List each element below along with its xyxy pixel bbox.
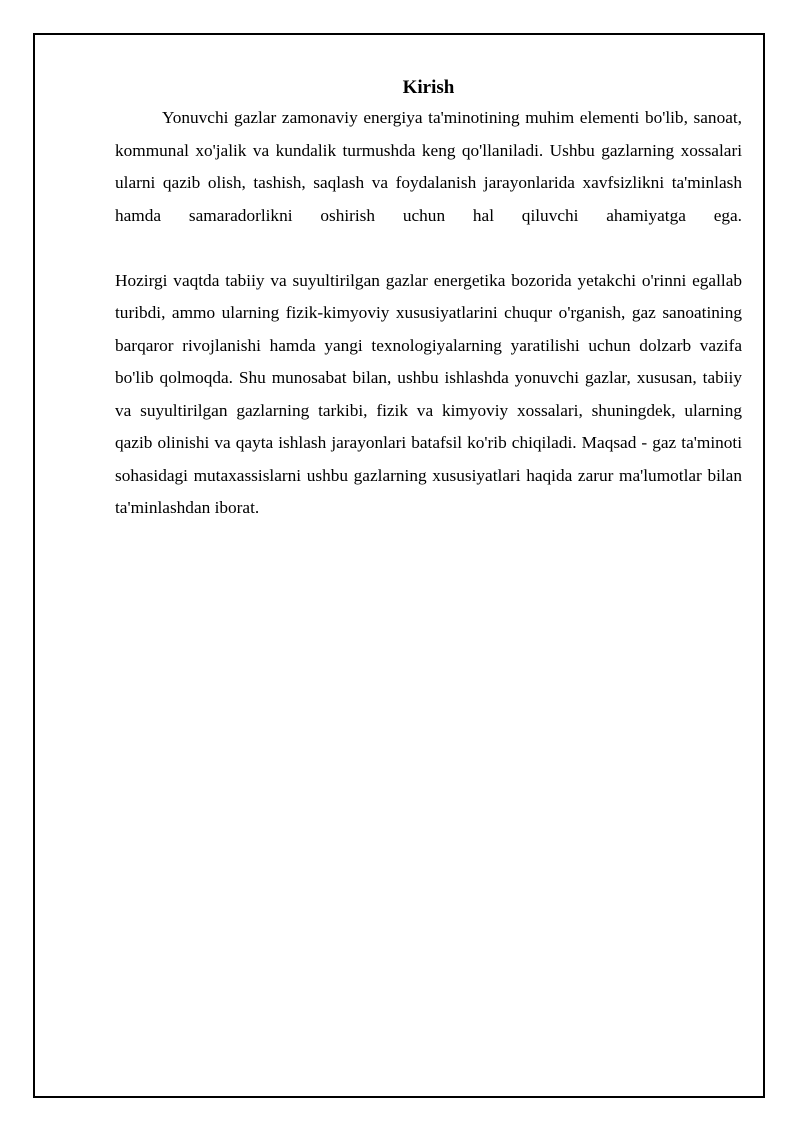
- paragraph-main: Hozirgi vaqtda tabiiy va suyultirilgan gazlar energetika bozorida yetakchi o'rinni egallab turibdi, ammo ularning fizik-kimyoviy xususiyatlarini chuqur o'rganish, gaz sanoatining barqaror rivojlanishi hamda yangi texnologiyalarning yaratilishi uchun dolzarb vazifa bo'lib qolmoqda. Shu munosabat bilan, ushbu ishlashda yonuvchi gazlar, xususan, tabiiy va suyultirilgan gazlarning tarkibi, fizik va kimyoviy xossalari, shuningdek, ularning qazib olinishi va qayta ishlash jarayonlari batafsil ko'rib chiqiladi. Maqsad - gaz ta'minoti sohasidagi mutaxassislarni ushbu gazlarning xususiyatlari haqida zarur ma'lumotlar bilan ta'minlashdan iborat.: [115, 270, 742, 517]
- document-body: [115, 74, 742, 525]
- paragraph-intro: Yonuvchi gazlar zamonaviy energiya ta'minotining muhim elementi bo'lib, sanoat, kommunal xo'jalik va kundalik turmushda keng qo'llaniladi. Ushbu gazlarning xossalari ularni qazib olish, tashish, saqlash va foydalanish jarayonlarida xavfsizlikni ta'minlash hamda samaradorlikni oshirish uchun hal qiluvchi ahamiyatga ega.: [115, 108, 742, 225]
- document-title: Kirish: [402, 77, 455, 98]
- paragraph-spacer: [115, 232, 742, 265]
